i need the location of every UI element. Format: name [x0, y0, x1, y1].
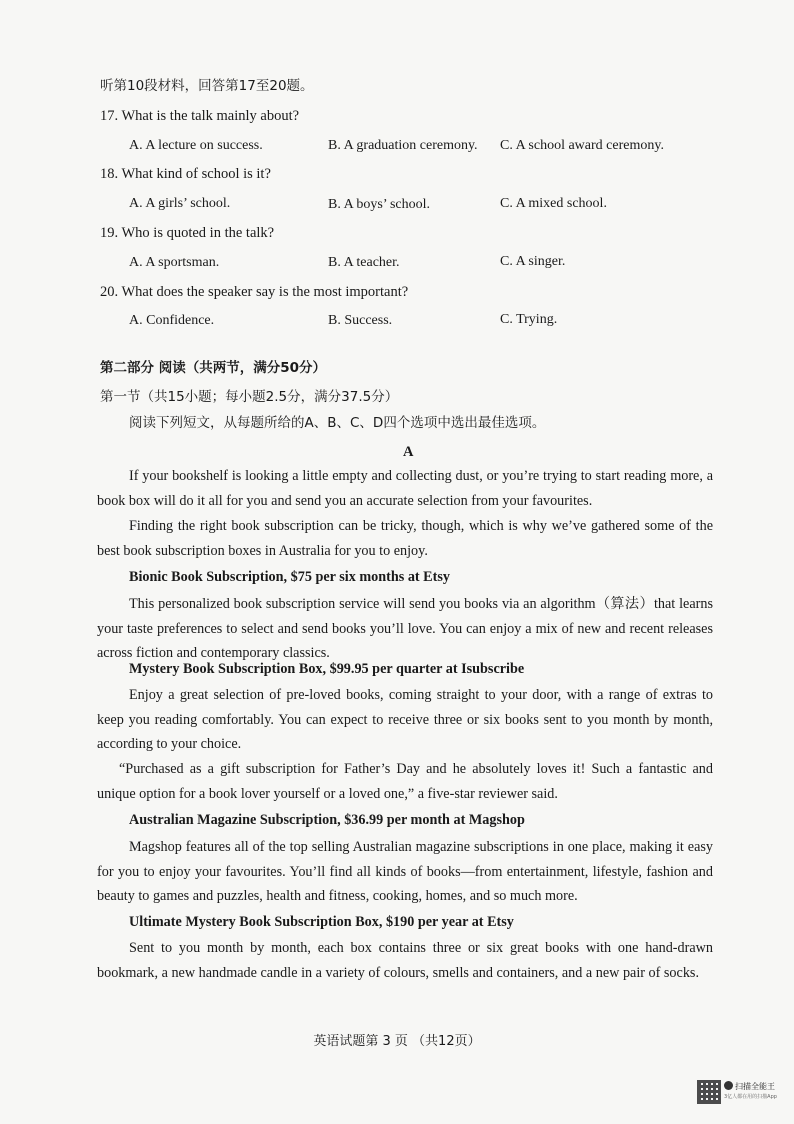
q20-option-a: A. Confidence.	[129, 313, 215, 328]
question-19: 19. Who is quoted in the talk?	[100, 225, 275, 241]
listening-instruction: 听第10段材料，回答第17至20题。	[100, 78, 314, 94]
q17-option-c: C. A school award ceremony.	[500, 138, 664, 153]
q19-option-b: B. A teacher.	[328, 255, 400, 270]
q20-option-b: B. Success.	[328, 313, 393, 328]
q17-option-b: B. A graduation ceremony.	[328, 138, 478, 153]
scanner-logo-icon	[724, 1081, 733, 1090]
question-18: 18. What kind of school is it?	[100, 166, 271, 182]
paragraph-5: “Purchased as a gift subscription for Father’s Day and he absolutely loves it! Such a fantastic and unique option for a book lover yourself or a loved one,” a five-star reviewer said.	[97, 761, 713, 802]
scanner-watermark-sub: 3亿人都在用的扫描App	[724, 1094, 777, 1100]
reading-section-title: 第一节（共15小题；每小题2.5分，满分37.5分）	[100, 389, 399, 405]
q19-option-a: A. A sportsman.	[129, 255, 220, 270]
reading-instruction: 阅读下列短文，从每题所给的A、B、C、D四个选项中选出最佳选项。	[129, 415, 546, 431]
paragraph-2: Finding the right book subscription can be tricky, though, which is why we’ve gathered some of the best book subscription boxes in Australia for you to enjoy.	[97, 518, 713, 559]
paragraph-4: Enjoy a great selection of pre-loved books, coming straight to your door, with a range of extras to keep you reading comfortably. You can expect to receive three or six books sent to you month by month, according to your choice.	[97, 687, 713, 753]
question-20: 20. What does the speaker say is the most important?	[100, 284, 409, 300]
passage-label: A	[403, 444, 414, 460]
q20-option-c: C. Trying.	[500, 312, 558, 327]
page-footer: 英语试题第 3 页 （共12页）	[313, 1034, 481, 1049]
q18-option-c: C. A mixed school.	[500, 196, 607, 211]
q17-option-a: A. A lecture on success.	[129, 138, 263, 153]
heading-bionic: Bionic Book Subscription, $75 per six months at Etsy	[129, 569, 450, 585]
scanner-watermark: 扫描全能王	[724, 1081, 775, 1092]
q19-option-c: C. A singer.	[500, 254, 566, 269]
q18-option-b: B. A boys’ school.	[328, 197, 431, 212]
reading-part-title: 第二部分 阅读（共两节，满分50分）	[100, 360, 326, 376]
heading-ultimate: Ultimate Mystery Book Subscription Box, $190 per year at Etsy	[129, 914, 514, 930]
question-17: 17. What is the talk mainly about?	[100, 108, 300, 124]
heading-mystery: Mystery Book Subscription Box, $99.95 per quarter at Isubscribe	[129, 661, 525, 677]
paragraph-6: Magshop features all of the top selling Australian magazine subscriptions in one place, making it easy for you to enjoy your favourites. You’ll find all kinds of books—from entertainment, lifestyle, fashion and beauty to games and puzzles, health and fitness, cooking, homes, and so much more.	[97, 839, 713, 905]
paragraph-1: If your bookshelf is looking a little empty and collecting dust, or you’re trying to start reading more, a book box will do it all for you and send you an accurate selection from your favourites.	[97, 468, 713, 509]
paragraph-3: This personalized book subscription service will send you books via an algorithm（算法）that learns your taste preferences to select and send books you’ll love. You can enjoy a mix of new and recent releases across fiction and contemporary classics.	[97, 596, 713, 662]
qr-code-icon	[697, 1080, 721, 1104]
q18-option-a: A. A girls’ school.	[129, 196, 231, 211]
paragraph-7: Sent to you month by month, each box contains three or six great books with one hand-drawn bookmark, a new handmade candle in a variety of colours, smells and containers, and a new pair of socks.	[97, 940, 713, 981]
heading-magazine: Australian Magazine Subscription, $36.99 per month at Magshop	[129, 812, 525, 828]
